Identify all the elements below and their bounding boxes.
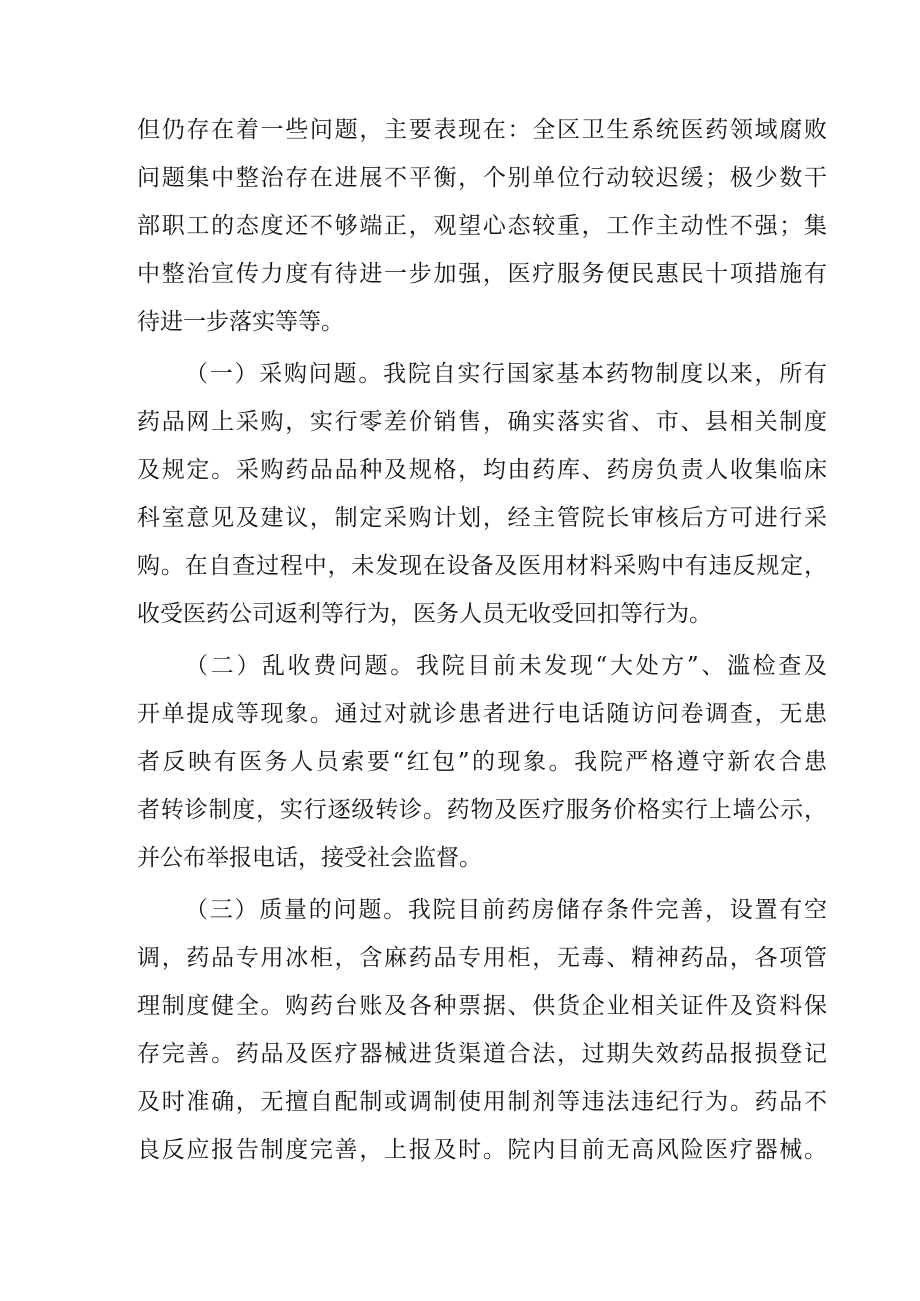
text-line: 中整治宣传力度有待进一步加强，医疗服务便民惠民十项措施有 bbox=[137, 261, 827, 287]
text-line: 问题集中整治存在进展不平衡，个别单位行动较迟缓；极少数干 bbox=[137, 165, 827, 191]
text-line: 药品网上采购，实行零差价销售，确实落实省、市、县相关制度 bbox=[137, 409, 827, 435]
paragraph-fees bbox=[137, 642, 827, 882]
text-line: （二）乱收费问题。我院目前未发现“大处方”、滥检查及 bbox=[185, 653, 827, 679]
text-line: 者转诊制度，实行逐级转诊。药物及医疗服务价格实行上墙公示， bbox=[137, 797, 827, 823]
text-line: 开单提成等现象。通过对就诊患者进行电话随访问卷调查，无患 bbox=[137, 701, 827, 727]
text-line: 收受医药公司返利等行为，医务人员无收受回扣等行为。 bbox=[137, 601, 712, 627]
text-line: 及规定。采购药品品种及规格，均由药库、药房负责人收集临床 bbox=[137, 457, 827, 483]
paragraph-quality bbox=[137, 886, 827, 1174]
text-line: 科室意见及建议，制定采购计划，经主管院长审核后方可进行采 bbox=[137, 505, 827, 531]
document-body bbox=[137, 106, 827, 1174]
text-line: 良反应报告制度完善，上报及时。院内目前无高风险医疗器械。 bbox=[137, 1137, 827, 1163]
paragraph-intro bbox=[137, 106, 827, 346]
text-line: 及时准确，无擅自配制或调制使用制剂等违法违纪行为。药品不 bbox=[137, 1089, 827, 1115]
text-line: 但仍存在着一些问题，主要表现在：全区卫生系统医药领域腐败 bbox=[137, 117, 827, 143]
text-line: 存完善。药品及医疗器械进货渠道合法，过期失效药品报损登记 bbox=[137, 1041, 827, 1067]
text-line: （一）采购问题。我院自实行国家基本药物制度以来，所有 bbox=[185, 361, 827, 387]
paragraph-procurement bbox=[137, 350, 827, 638]
text-line: （三）质量的问题。我院目前药房储存条件完善，设置有空 bbox=[185, 897, 827, 923]
text-line: 者反映有医务人员索要“红包”的现象。我院严格遵守新农合患 bbox=[137, 749, 827, 775]
text-line: 并公布举报电话，接受社会监督。 bbox=[137, 845, 482, 871]
text-line: 理制度健全。购药台账及各种票据、供货企业相关证件及资料保 bbox=[137, 993, 827, 1019]
text-line: 购。在自查过程中，未发现在设备及医用材料采购中有违反规定， bbox=[137, 553, 827, 579]
text-line: 部职工的态度还不够端正，观望心态较重，工作主动性不强；集 bbox=[137, 213, 827, 239]
text-line: 待进一步落实等等。 bbox=[137, 309, 344, 335]
text-line: 调，药品专用冰柜，含麻药品专用柜，无毒、精神药品，各项管 bbox=[137, 945, 827, 971]
